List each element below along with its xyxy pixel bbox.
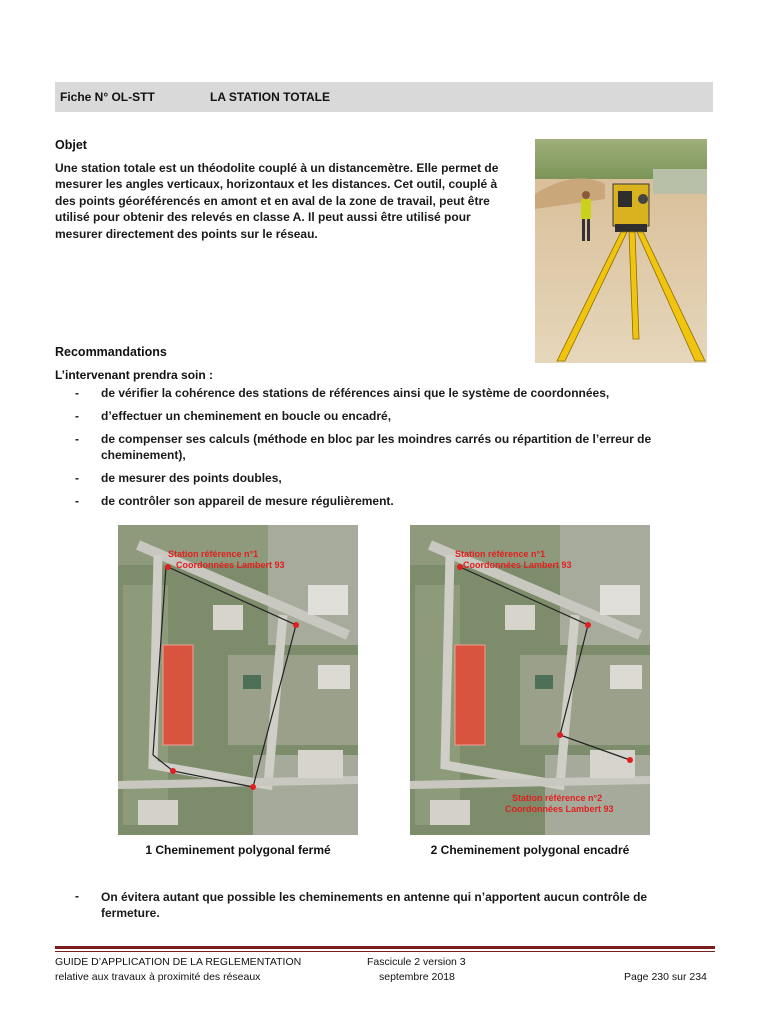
fiche-number: Fiche N° OL-STT <box>60 90 155 104</box>
svg-text:Coordonnées Lambert 93: Coordonnées Lambert 93 <box>505 804 614 814</box>
footer-fascicule: Fascicule 2 version 3 <box>367 956 466 968</box>
footer-guide-title: GUIDE D’APPLICATION DE LA REGLEMENTATION <box>55 956 302 968</box>
recommandations-list <box>55 385 675 516</box>
list-item: - de vérifier la cohérence des stations de références ainsi que le système de coordonnées, <box>75 386 610 400</box>
objet-title: Objet <box>55 138 87 152</box>
list-item: - de compenser ses calculs (méthode en bloc par les moindres carrés ou répartition de l’erreur de cheminement), <box>75 432 652 462</box>
recommandations-intro: L’intervenant prendra soin : <box>55 368 214 382</box>
svg-text:Station référence n°2: Station référence n°2 <box>512 793 603 803</box>
svg-text:Coordonnées Lambert 93: Coordonnées Lambert 93 <box>463 560 572 570</box>
svg-text:Station référence n°1: Station référence n°1 <box>168 549 259 559</box>
closed-traverse-map <box>118 525 358 835</box>
figure-caption-2: 2 Cheminement polygonal encadré <box>430 843 630 857</box>
list-item: - de contrôler son appareil de mesure régulièrement. <box>75 494 394 508</box>
total-station-photo <box>535 139 707 363</box>
objet-paragraph: Une station totale est un théodolite couplé à un distancemètre. Elle permet de mesurer les angles verticaux, horizontaux et les distances. Cet outil, couplé à des points géoréférencés en amont et en aval de la zone de travail, peut être utilisé pour obtenir des relevés en classe A. Il peut aussi être utilisé pour mesurer directement des points sur le réseau. <box>55 161 499 241</box>
svg-text:Coordonnées Lambert 93: Coordonnées Lambert 93 <box>176 560 285 570</box>
final-note: - On évitera autant que possible les cheminements en antenne qui n’apportent aucun contrôle de fermeture. <box>55 889 695 921</box>
final-note-text: On évitera autant que possible les cheminements en antenne qui n’apportent aucun contrôle de fermeture. <box>101 890 648 920</box>
footer-page-number: Page 230 sur 234 <box>624 971 707 983</box>
footer-rule-thin <box>55 951 715 952</box>
footer-guide-subtitle: relative aux travaux à proximité des réseaux <box>55 971 261 983</box>
footer-date: septembre 2018 <box>379 971 455 983</box>
figure-caption-1: 1 Cheminement polygonal fermé <box>145 843 331 857</box>
list-item: - d’effectuer un cheminement en boucle ou encadré, <box>75 409 392 423</box>
framed-traverse-map <box>410 525 650 835</box>
list-item: - de mesurer des points doubles, <box>75 471 282 485</box>
recommandations-title: Recommandations <box>55 345 167 359</box>
fiche-title: LA STATION TOTALE <box>210 90 330 104</box>
footer-rule <box>55 946 715 949</box>
svg-text:Station référence n°1: Station référence n°1 <box>455 549 546 559</box>
fiche-header <box>55 82 713 112</box>
